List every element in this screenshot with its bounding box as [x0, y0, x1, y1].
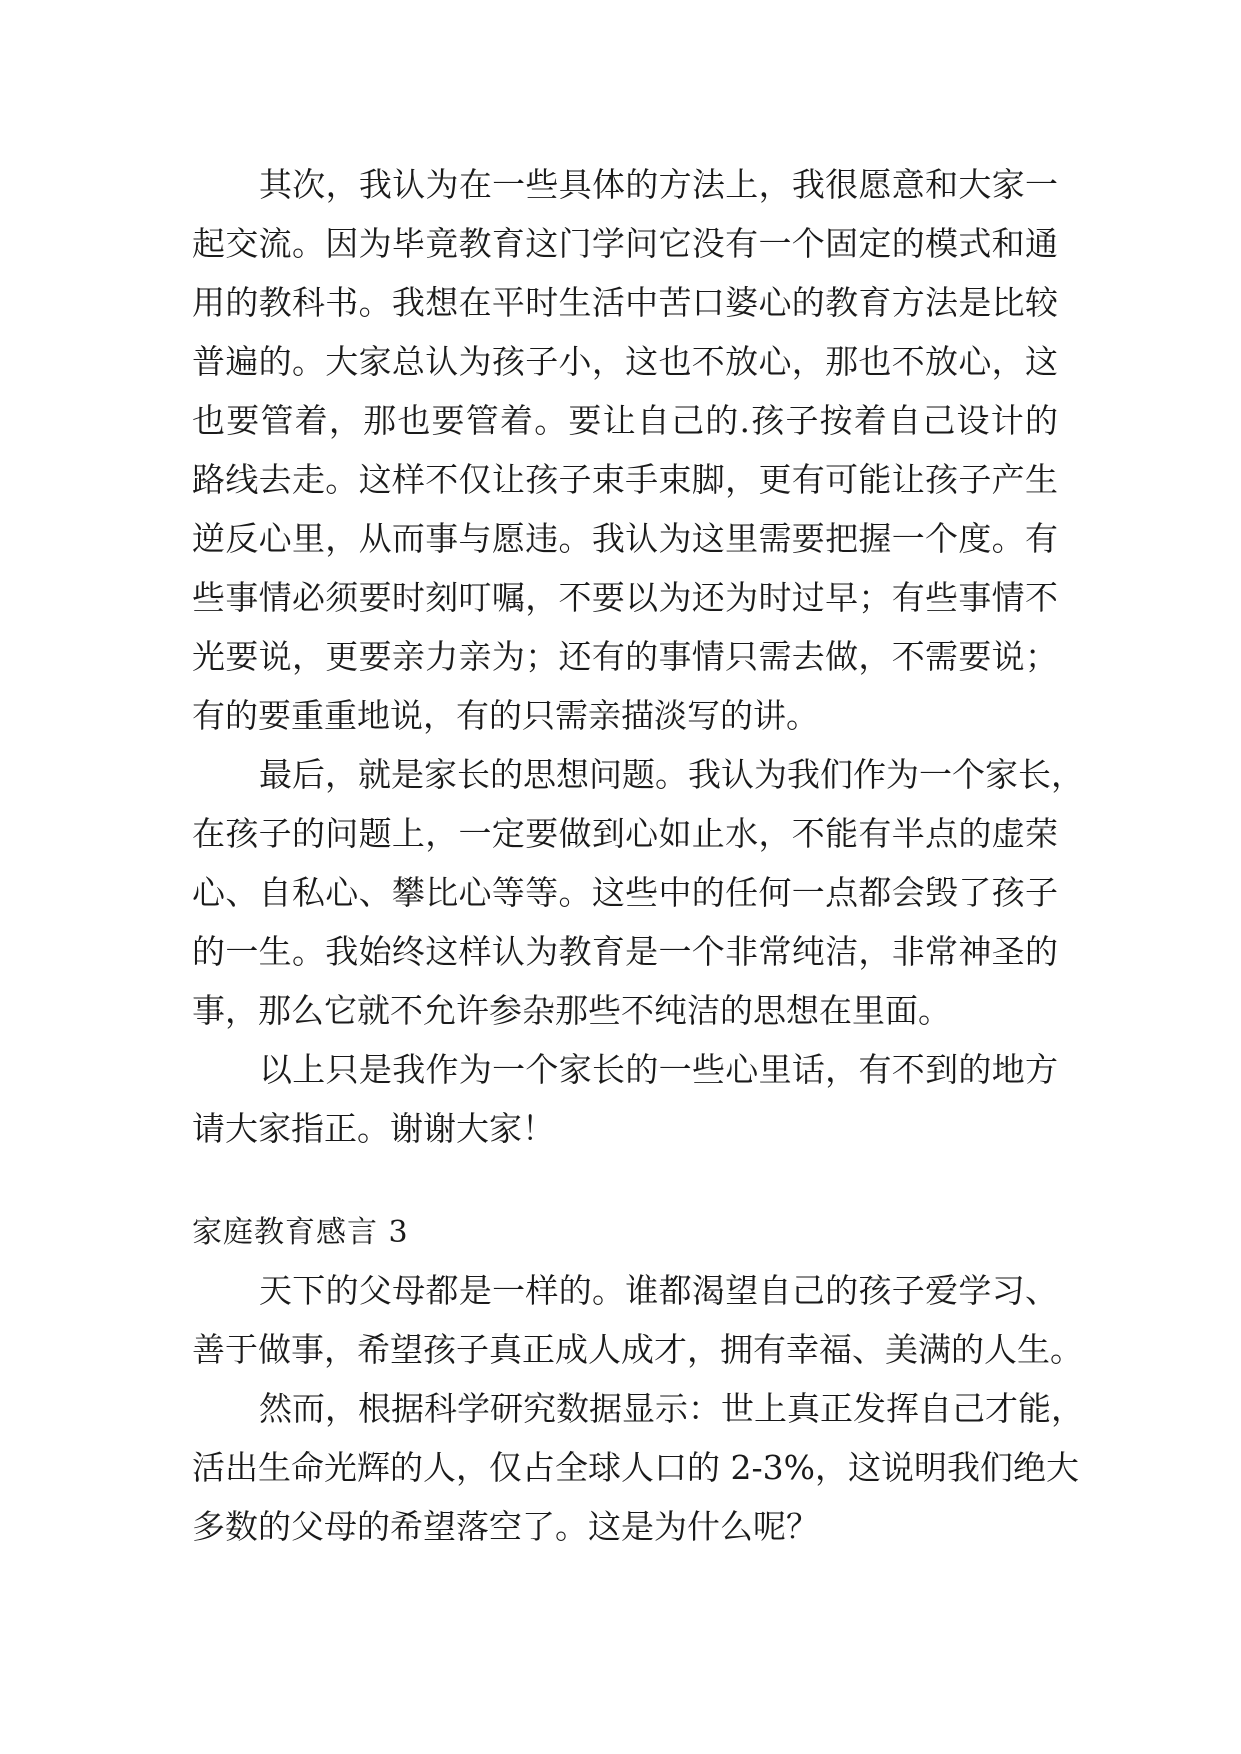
paragraph-line: 光要说，更要亲力亲为；还有的事情只需去做，不需要说； [192, 637, 1058, 676]
paragraph-line: 起交流。因为毕竟教育这门学问它没有一个固定的模式和通 [192, 224, 1058, 263]
paragraph-line: 最后，就是家长的思想问题。我认为我们作为一个家长， [259, 755, 1084, 794]
paragraph-line: 些事情必须要时刻叮嘱，不要以为还为时过早；有些事情不 [192, 578, 1058, 617]
paragraph-line: 以上只是我作为一个家长的一些心里话，有不到的地方 [259, 1050, 1058, 1089]
paragraph-line: 用的教科书。我想在平时生活中苦口婆心的教育方法是比较 [192, 283, 1058, 322]
paragraph-line: 善于做事，希望孩子真正成人成才，拥有幸福、美满的人生。 [192, 1330, 1083, 1369]
paragraph-line: 事，那么它就不允许参杂那些不纯洁的思想在里面。 [192, 991, 951, 1030]
paragraph-line: 天下的父母都是一样的。谁都渴望自己的孩子爱学习、 [259, 1271, 1058, 1310]
paragraph-line: 请大家指正。谢谢大家！ [192, 1109, 555, 1148]
paragraph-line: 多数的父母的希望落空了。这是为什么呢？ [192, 1507, 819, 1546]
paragraph-line: 在孩子的问题上，一定要做到心如止水，不能有半点的虚荣 [192, 814, 1058, 853]
paragraph-line: 然而，根据科学研究数据显示：世上真正发挥自己才能， [259, 1389, 1084, 1428]
paragraph-line: 心、自私心、攀比心等等。这些中的任何一点都会毁了孩子 [192, 873, 1058, 912]
paragraph-line: 活出生命光辉的人，仅占全球人口的 2-3%，这说明我们绝大 [192, 1448, 1079, 1487]
paragraph-line: 其次，我认为在一些具体的方法上，我很愿意和大家一 [259, 165, 1058, 204]
section-heading: 家庭教育感言 3 [192, 1215, 409, 1250]
paragraph-line: 路线去走。这样不仅让孩子束手束脚，更有可能让孩子产生 [192, 460, 1058, 499]
paragraph-line: 有的要重重地说，有的只需亲描淡写的讲。 [192, 696, 819, 735]
paragraph-line: 的一生。我始终这样认为教育是一个非常纯洁，非常神圣的 [192, 932, 1058, 971]
paragraph-line: 也要管着，那也要管着。要让自己的.孩子按着自己设计的 [192, 401, 1058, 440]
paragraph-line: 逆反心里，从而事与愿违。我认为这里需要把握一个度。有 [192, 519, 1058, 558]
paragraph-line: 普遍的。大家总认为孩子小，这也不放心，那也不放心，这 [192, 342, 1058, 381]
